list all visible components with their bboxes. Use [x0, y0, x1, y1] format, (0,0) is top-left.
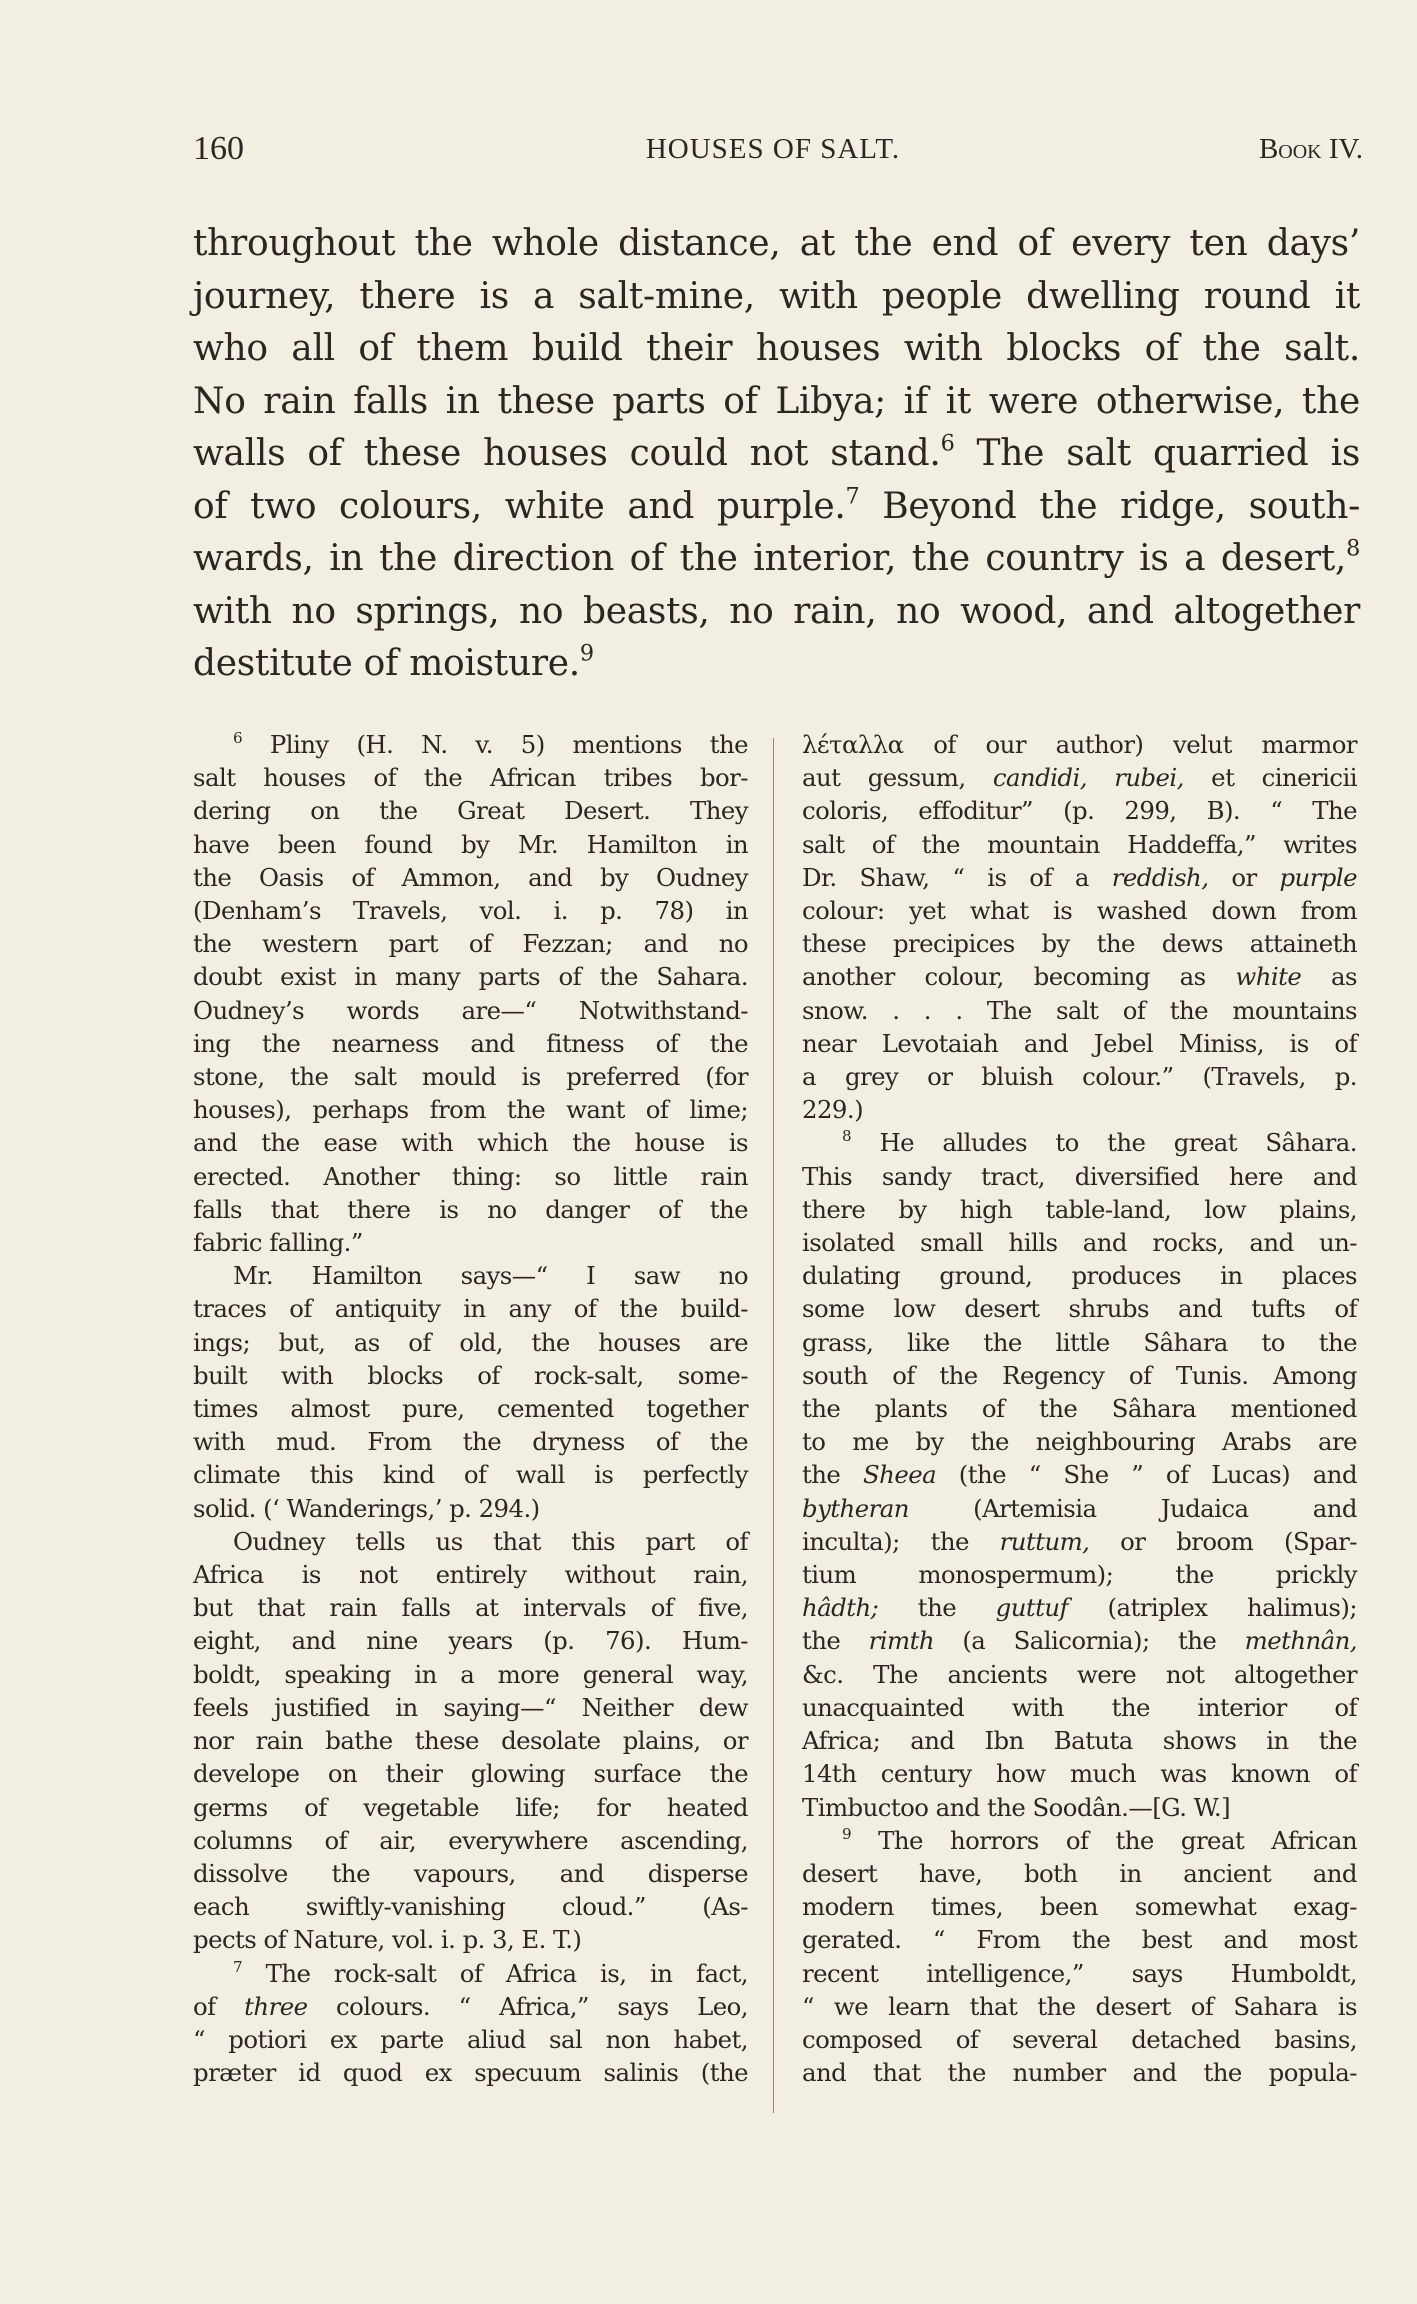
footnote-line: near Levotaiah and Jebel Miniss, is of: [802, 1028, 1357, 1058]
footnote-line: the Oasis of Ammon, and by Oudney: [193, 862, 748, 892]
footnote-text: (a Salicornia); the: [934, 1626, 1245, 1656]
footnote-line: modern times, been somewhat exag-: [802, 1892, 1357, 1922]
footnote-text: (Artemisia Judaica and: [908, 1493, 1357, 1523]
footnote-line: dissolve the vapours, and disperse: [193, 1858, 748, 1888]
footnote-greek: λέταλλα: [802, 730, 904, 759]
main-line-text: Beyond the ridge, south-: [882, 485, 1360, 527]
main-line: No rain falls in these parts of Libya; if it were otherwise, the: [193, 380, 1360, 422]
main-line: journey, there is a salt-mine, with people dwelling round it: [193, 275, 1360, 317]
main-line: [193, 428, 1360, 481]
footnote-line: solid. (‘ Wanderings,’ p. 294.): [193, 1493, 540, 1523]
footnote-text: colours. “ Africa,” says Leo,: [307, 1991, 748, 2021]
main-line: [193, 533, 1360, 586]
footnote-italic: white: [1235, 962, 1302, 992]
main-line-text: The salt quarried is: [976, 433, 1360, 474]
footnote-text: the: [802, 1626, 869, 1656]
footnote-text: The horrors of the great African: [878, 1825, 1357, 1855]
footnote-line: the plants of the Sâhara mentioned: [802, 1394, 1357, 1424]
footnote-line: Mr. Hamilton says—“ I saw no: [233, 1261, 748, 1291]
footnotes-left-column: [193, 728, 748, 2089]
footnote-text: the: [802, 1460, 864, 1490]
footnote-line: some low desert shrubs and tufts of: [802, 1294, 1357, 1324]
footnote-line: each swiftly-vanishing cloud.” (As-: [193, 1892, 748, 1922]
footnote-text: as: [1301, 962, 1357, 992]
footnote-line: the western part of Fezzan; and no: [193, 929, 748, 959]
footnote-line: grass, like the little Sâhara to the: [802, 1327, 1357, 1357]
footnote-italic: reddish,: [1111, 862, 1209, 892]
footnote-line: isolated small hills and rocks, and un-: [802, 1228, 1357, 1258]
footnote-line: but that rain falls at intervals of five,: [193, 1593, 748, 1623]
footnote-italic: methnân,: [1244, 1626, 1358, 1656]
footnote-line: and that the number and the popula-: [802, 2058, 1357, 2088]
footnote-line: climate this kind of wall is perfectly: [193, 1460, 748, 1490]
footnote-line: [802, 1624, 1357, 1657]
footnote-text: the: [878, 1593, 996, 1623]
footnote-line: composed of several detached basins,: [802, 2024, 1357, 2054]
main-line: throughout the whole distance, at the end of every ten days’: [193, 223, 1360, 264]
footnote-text: inculta); the: [802, 1526, 1000, 1556]
footnote-italic: rimth: [868, 1626, 934, 1656]
footnote-line: south of the Regency of Tunis. Among: [802, 1360, 1357, 1390]
footnote-italic: three: [244, 1991, 308, 2021]
footnote-text: Pliny (H. N. v. 5) mentions the: [269, 730, 748, 759]
footnote-ref: 6: [940, 430, 955, 457]
footnote-text: aut gessum,: [802, 763, 993, 793]
footnote-text: another colour, becoming as: [802, 962, 1236, 992]
footnote-line: salt houses of the African tribes bor-: [193, 763, 748, 793]
running-head: [193, 130, 1363, 170]
footnote-line: stone, the salt mould is preferred (for: [193, 1062, 748, 1092]
footnote-line: dulating ground, produces in places: [802, 1261, 1357, 1291]
footnote-italic: candidi, rubei,: [992, 763, 1184, 793]
footnote-line: columns of air, everywhere ascending,: [193, 1825, 748, 1855]
footnote-line: houses), perhaps from the want of lime;: [193, 1095, 748, 1125]
footnote-line: [193, 1990, 748, 2023]
main-paragraph: [193, 218, 1360, 691]
footnote-line: (Denham’s Travels, vol. i. p. 78) in: [193, 896, 748, 926]
footnote-ref: 8: [1346, 535, 1360, 562]
footnote-text: Dr. Shaw, “ is of a: [802, 862, 1112, 892]
footnote-line: with mud. From the dryness of the: [193, 1427, 748, 1457]
footnote-line: [802, 1824, 1357, 1857]
footnote-text: or broom (Spar-: [1089, 1526, 1357, 1556]
main-line-text: walls of these houses could not stand.: [193, 433, 941, 474]
footnote-line: 229.): [802, 1095, 864, 1125]
footnote-marker: 9: [842, 1824, 852, 1843]
page-number: 160: [193, 130, 244, 167]
footnote-line: Timbuctoo and the Soodân.—[G. W.]: [802, 1792, 1231, 1822]
footnote-line: salt of the mountain Haddeffa,” writes: [802, 829, 1357, 859]
footnote-line: dering on the Great Desert. They: [193, 796, 748, 826]
footnote-line: [802, 728, 1357, 761]
main-line: who all of them build their houses with blocks of the salt.: [193, 328, 1360, 369]
footnote-ref: 9: [579, 640, 594, 667]
footnote-line: tium monospermum); the prickly: [802, 1560, 1357, 1590]
footnote-line: recent intelligence,” says Humboldt,: [802, 1958, 1357, 1988]
main-line-text: wards, in the direction of the interior, the country is a desert,: [193, 538, 1347, 579]
footnote-line: Oudney tells us that this part of: [233, 1526, 748, 1556]
footnote-line: [193, 1957, 748, 1990]
footnote-line: [802, 1591, 1357, 1624]
footnote-line: [802, 960, 1357, 993]
footnote-line: [802, 1492, 1357, 1525]
running-title: HOUSES OF SALT.: [645, 133, 901, 165]
main-line: [193, 481, 1360, 534]
column-divider: [773, 738, 774, 2113]
footnote-line: to me by the neighbouring Arabs are: [802, 1427, 1357, 1457]
footnote-text: He alludes to the great Sâhara.: [879, 1128, 1357, 1158]
footnote-line: desert have, both in ancient and: [802, 1858, 1357, 1888]
footnote-italic: hâdth;: [802, 1593, 879, 1623]
footnote-line: 14th century how much was known of: [802, 1759, 1357, 1789]
footnote-line: ing the nearness and fitness of the: [193, 1028, 748, 1058]
footnote-marker: 6: [233, 729, 243, 748]
footnote-marker: 7: [233, 1957, 243, 1976]
footnote-line: a grey or bluish colour.” (Travels, p.: [802, 1062, 1357, 1092]
footnote-line: these precipices by the dews attaineth: [802, 929, 1357, 959]
footnote-line: develope on their glowing surface the: [193, 1759, 748, 1789]
main-line: [193, 638, 1360, 691]
footnote-text: of: [193, 1991, 245, 2021]
footnote-text: (atriplex halimus);: [1068, 1593, 1357, 1623]
footnote-line: built with blocks of rock-salt, some-: [193, 1360, 748, 1390]
footnote-line: there by high table-land, low plains,: [802, 1194, 1357, 1224]
footnote-text: et cinericii: [1183, 763, 1357, 793]
footnote-italic: guttuf: [995, 1593, 1068, 1623]
footnote-line: eight, and nine years (p. 76). Hum-: [193, 1626, 748, 1656]
footnote-text: (the “ She ” of Lucas) and: [936, 1460, 1358, 1490]
footnote-line: [802, 761, 1357, 794]
footnote-italic: bytheran: [802, 1493, 909, 1523]
main-line-text: of two colours, white and purple.: [193, 485, 846, 527]
footnote-line: This sandy tract, diversified here and: [802, 1161, 1357, 1191]
footnote-line: boldt, speaking in a more general way,: [193, 1659, 748, 1689]
footnote-line: Africa; and Ibn Batuta shows in the: [802, 1726, 1357, 1756]
footnote-text: The rock-salt of Africa is, in fact,: [265, 1958, 748, 1988]
book-label: Book IV.: [1258, 133, 1363, 165]
footnote-italic: purple: [1279, 862, 1357, 892]
footnote-line: fabric falling.”: [193, 1228, 363, 1258]
footnote-line: feels justified in saying—“ Neither dew: [193, 1692, 748, 1722]
footnote-line: “ potiori ex parte aliud sal non habet,: [193, 2024, 748, 2054]
footnote-line: Oudney’s words are—“ Notwithstand-: [193, 995, 748, 1025]
footnote-line: “ we learn that the desert of Sahara is: [802, 1991, 1357, 2021]
footnote-line: [802, 1126, 1357, 1159]
footnotes-right-column: [802, 728, 1357, 2089]
footnote-line: coloris, effoditur” (p. 299, B). “ The: [802, 796, 1357, 826]
footnote-line: falls that there is no danger of the: [193, 1194, 748, 1224]
footnote-text: or: [1208, 862, 1280, 892]
footnote-text: of our author) velut marmor: [903, 730, 1357, 759]
footnote-line: &c. The ancients were not altogether: [802, 1659, 1357, 1689]
footnote-italic: Sheea: [863, 1460, 937, 1490]
footnote-line: nor rain bathe these desolate plains, or: [193, 1726, 748, 1756]
footnote-line: germs of vegetable life; for heated: [193, 1792, 748, 1822]
footnote-line: [193, 728, 748, 761]
main-line: with no springs, no beasts, no rain, no wood, and altogether: [193, 590, 1360, 632]
footnote-line: ings; but, as of old, the houses are: [193, 1327, 748, 1357]
footnote-line: præter id quod ex specuum salinis (the: [193, 2058, 748, 2088]
footnote-line: traces of antiquity in any of the build-: [193, 1294, 748, 1324]
footnote-line: snow. . . . The salt of the mountains: [802, 995, 1357, 1025]
footnote-ref: 7: [845, 483, 860, 509]
footnote-marker: 8: [842, 1127, 852, 1146]
footnote-line: [802, 861, 1357, 894]
footnote-line: and the ease with which the house is: [193, 1128, 748, 1158]
footnote-line: times almost pure, cemented together: [193, 1394, 748, 1424]
footnote-line: pects of Nature, vol. i. p. 3, E. T.): [193, 1925, 582, 1955]
footnote-italic: ruttum,: [999, 1526, 1090, 1556]
footnote-line: colour: yet what is washed down from: [802, 896, 1357, 926]
footnote-line: gerated. “ From the best and most: [802, 1925, 1357, 1955]
footnote-line: erected. Another thing: so little rain: [193, 1161, 748, 1191]
footnote-line: doubt exist in many parts of the Sahara.: [193, 962, 748, 992]
footnote-line: have been found by Mr. Hamilton in: [193, 829, 748, 859]
footnote-line: [802, 1458, 1357, 1491]
footnote-line: Africa is not entirely without rain,: [193, 1560, 748, 1590]
footnote-line: unacquainted with the interior of: [802, 1692, 1357, 1722]
footnote-line: [802, 1525, 1357, 1558]
main-line-text: destitute of moisture.: [193, 643, 580, 684]
